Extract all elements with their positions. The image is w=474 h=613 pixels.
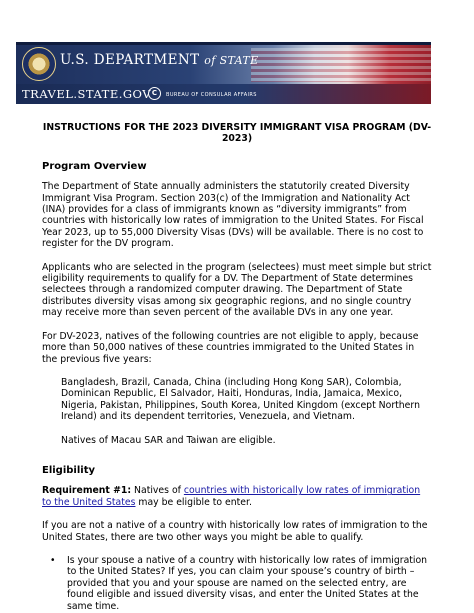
overview-paragraph-3: For DV-2023, natives of the following countries are not eligible to apply, because more than 50,000 natives of these countries immigrated to the United States in the previous five years: (42, 330, 419, 365)
document-title: INSTRUCTIONS FOR THE 2023 DIVERSITY IMMIGRANT VISA PROGRAM (DV- 2023) (42, 122, 432, 145)
department-seal-icon (22, 47, 56, 81)
overview-heading: Program Overview (42, 160, 147, 172)
low-immigration-countries-link[interactable]: countries with historically low rates of immigration to the United States (42, 485, 421, 508)
overview-paragraph-1: The Department of State annually administers the statutorily created Diversity Immigrant Visa Program. Section 203(c) of the Immigration and Nationality Act (INA) provides for a class of immigrants known as “diversity immigrants” from countries with historically low rates of immigration to the United States. For Fiscal Year 2023, up to 55,000 Diversity Visas (DVs) will be available. There is no cost to register for the DV program. (42, 181, 424, 250)
banner-top-line (16, 42, 431, 45)
spouse-option-text: Is your spouse a native of a country with historically low rates of immigration to the United States? If yes, you can claim your spouse’s country of birth – provided that you and your spouse are named on the selected entry, are found eligible and issued diversity visas, and enter the United States at the same time. (67, 554, 428, 612)
site-name-link[interactable]: TRAVEL.STATE.GOV (22, 87, 152, 101)
department-name: U.S. DEPARTMENT of STATE (60, 52, 259, 68)
bullet-icon: • (50, 554, 56, 566)
requirement-1: Requirement #1: Natives of countries with historically low rates of immigration to the United States may be eligible to enter. (42, 485, 421, 508)
overview-paragraph-2: Applicants who are selected in the program (selectees) must meet simple but strict eligibility requirements to qualify for a DV. The Department of State determines selectees through a randomized computer drawing. The Department of State distributes diversity visas among six geographic regions, and no single country may receive more than seven percent of the available DVs in any one year. (42, 261, 432, 319)
eligibility-heading: Eligibility (42, 464, 96, 476)
macau-taiwan-note: Natives of Macau SAR and Taiwan are eligible. (61, 434, 276, 446)
header-banner (16, 42, 431, 104)
requirement-1-label: Requirement #1: (42, 485, 132, 497)
bureau-name: BUREAU OF CONSULAR AFFAIRS (166, 92, 257, 98)
not-native-paragraph: If you are not a native of a country with historically low rates of immigration to the United States, there are two other ways you might be able to qualify. (42, 520, 428, 543)
ineligible-countries-list: Bangladesh, Brazil, Canada, China (including Hong Kong SAR), Colombia, Dominican Republic, El Salvador, Haiti, Honduras, India, Jamaica, Mexico, Nigeria, Pakistan, Philippines, South Korea, United Kingdom (except Northern Ireland) and its dependent territories, Venezuela, and Vietnam. (61, 376, 420, 423)
document-body (42, 122, 432, 612)
list-item (42, 555, 432, 612)
flag-stripes (251, 48, 431, 82)
consular-affairs-icon: C (148, 87, 161, 100)
